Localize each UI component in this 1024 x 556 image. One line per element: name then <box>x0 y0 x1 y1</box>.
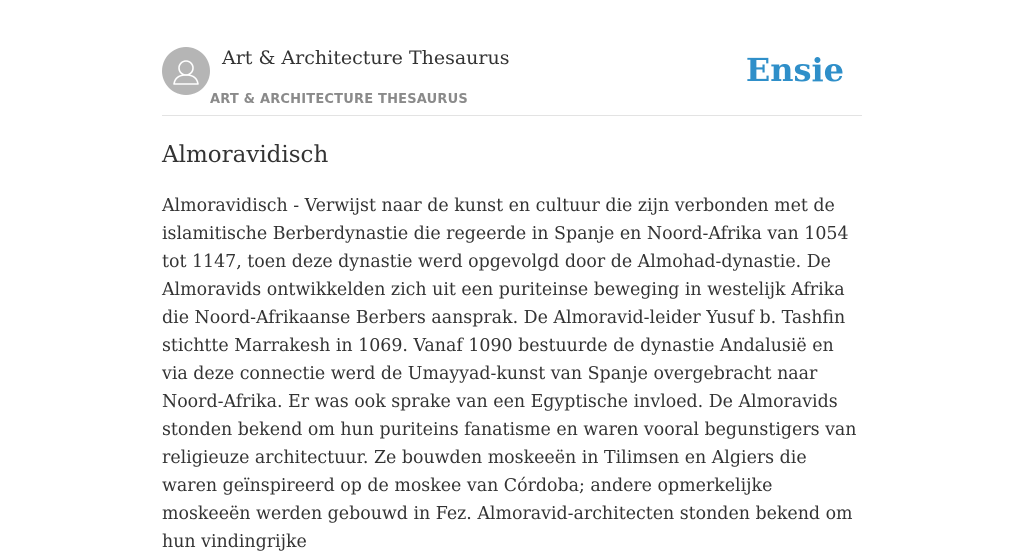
ensie-logo[interactable]: Ensie <box>745 51 844 89</box>
article-title: Almoravidisch <box>162 142 329 168</box>
user-silhouette-icon <box>162 47 210 95</box>
author-avatar[interactable] <box>162 47 210 95</box>
author-subtitle[interactable]: ART & ARCHITECTURE THESAURUS <box>210 92 468 107</box>
author-name[interactable]: Art & Architecture Thesaurus <box>222 47 510 69</box>
page-header <box>162 0 862 116</box>
content-column <box>162 0 862 552</box>
article-body: Almoravidisch - Verwijst naar de kunst en cultuur die zijn verbonden met de islamitische Berberdynastie die regeerde in Spanje en Noord-Afrika van 1054 tot 1147, toen deze dynastie werd opgevolgd door de Almohad-dynastie. De Almoravids ontwikkelden zich uit een puriteinse beweging in westelijk Afrika die Noord-Afrikaanse Berbers aansprak. De Almoravid-leider Yusuf b. Tashfin stichtte Marrakesh in 1069. Vanaf 1090 bestuurde de dynastie Andalusië en via deze connectie werd de Umayyad-kunst van Spanje overgebracht naar Noord-Afrika. Er was ook sprake van een Egyptische invloed. De Almoravids stonden bekend om hun puriteins fanatisme en waren vooral begunstigers van religieuze architectuur. Ze bouwden moskeeën in Tilimsen en Algiers die waren geïnspireerd op de moskee van Córdoba; andere opmerkelijke moskeeën werden gebouwd in Fez. Almoravid-architecten stonden bekend om hun vindingrijke <box>162 196 857 552</box>
